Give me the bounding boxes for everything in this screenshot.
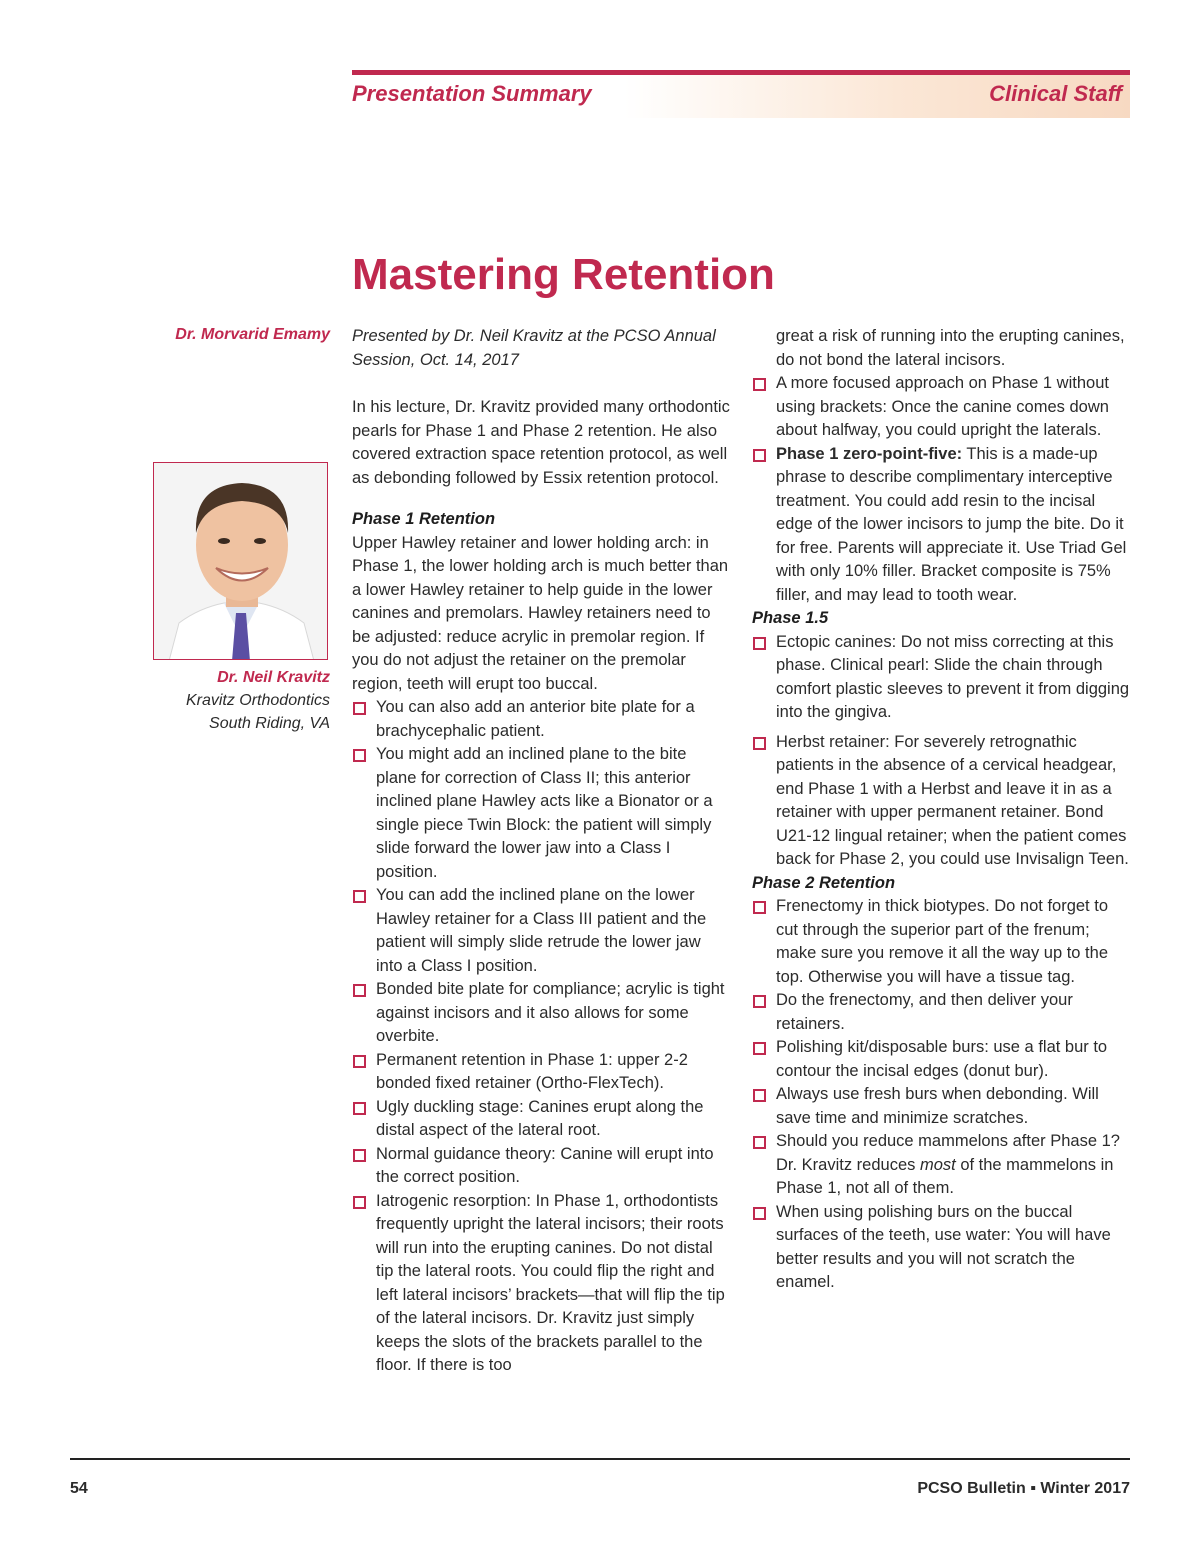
list-item: Always use fresh burs when debonding. Will save time and minimize scratches. xyxy=(752,1083,1130,1130)
presenter-location: South Riding, VA xyxy=(209,715,330,732)
list-item: Iatrogenic resorption: In Phase 1, orthodontists frequently upright the lateral incisors; their roots will run into the erupting canines. Do not distal tip the lateral roots. You could flip the right and left lateral incisors’ brackets—that will flip the tip of the lateral incisors. Dr. Kravitz just simply keeps the slots of the brackets parallel to the floor. If there is too xyxy=(352,1190,730,1378)
list-item: Ugly duckling stage: Canines erupt along the distal aspect of the lateral root. xyxy=(352,1096,730,1143)
list-item: When using polishing burs on the buccal surfaces of the teeth, use water: You will have better results and you will not scratch the enamel. xyxy=(752,1201,1130,1295)
page-number: 54 xyxy=(70,1480,88,1497)
mammelons-text-b: of the mammelons in Phase 1, not all of them. xyxy=(776,1155,1114,1197)
category-label: Clinical Staff xyxy=(989,81,1122,106)
phase1-paragraph: Upper Hawley retainer and lower holding arch: in Phase 1, the lower holding arch is much better than a lower Hawley retainer to help guide in the lower canines and premolars. Hawley retainers need to be adjusted: reduce acrylic in premolar region. If you do not adjust the retainer on the premolar region, teeth will erupt too buccal. xyxy=(352,533,729,693)
publication-info: PCSO Bulletin ▪ Winter 2017 xyxy=(917,1480,1130,1497)
bullet-continuation: great a risk of running into the erupting canines, do not bond the lateral incisors. xyxy=(776,327,1125,369)
phase2-heading: Phase 2 Retention xyxy=(752,873,896,892)
article-column-1 xyxy=(352,325,730,1378)
phase1-bullet-list-continued xyxy=(752,372,1130,607)
list-item: Permanent retention in Phase 1: upper 2-2 bonded fixed retainer (Ortho-FlexTech). xyxy=(352,1049,730,1096)
list-item: Ectopic canines: Do not miss correcting at this phase. Clinical pearl: Slide the chain through comfort plastic sleeves to prevent it from digging into the gingiva. xyxy=(752,631,1130,725)
list-item: You can add the inclined plane on the lower Hawley retainer for a Class III patient and the patient will simply slide retrude the lower jaw into a Class I position. xyxy=(352,884,730,978)
footer-divider xyxy=(70,1458,1130,1460)
phase1-heading: Phase 1 Retention xyxy=(352,510,496,528)
list-item: Frenectomy in thick biotypes. Do not forget to cut through the superior part of the frenum; make sure you remove it all the way up to the top. Otherwise you will have a tissue tag. xyxy=(752,895,1130,989)
article-column-2 xyxy=(752,325,1130,1295)
article-author: Dr. Morvarid Emamy xyxy=(175,326,330,343)
mammelons-emphasis: most xyxy=(919,1155,956,1174)
presenter-portrait-image xyxy=(154,463,328,660)
zero-point-five-label: Phase 1 zero-point-five: xyxy=(776,444,963,463)
mammelons-text-a: Should you reduce mammelons after Phase 1? Dr. Kravitz reduces xyxy=(776,1132,1120,1174)
presented-by: Presented by Dr. Neil Kravitz at the PCSO Annual Session, Oct. 14, 2017 xyxy=(352,327,716,369)
presenter-info xyxy=(60,666,330,735)
presenter-practice: Kravitz Orthodontics xyxy=(185,692,330,709)
list-item: Do the frenectomy, and then deliver your retainers. xyxy=(752,989,1130,1036)
list-item: You might add an inclined plane to the bite plane for correction of Class II; this anterior inclined plane Hawley acts like a Bionator or a single piece Twin Block: the patient will simply slide forward the lower jaw into a Class I position. xyxy=(352,743,730,884)
list-item xyxy=(752,443,1130,608)
section-header-band xyxy=(352,70,1130,118)
list-item: Bonded bite plate for compliance; acrylic is tight against incisors and it also allows for some overbite. xyxy=(352,978,730,1049)
phase1-bullet-list xyxy=(352,696,730,1378)
phase15-bullet-list xyxy=(752,631,1130,872)
zero-point-five-text: This is a made-up phrase to describe complimentary interceptive treatment. You could add resin to the incisal edge of the lower incisors to jump the bite. Do it for free. Parents will appreciate it. Use Triad Gel with only 10% filler. Bracket composite is 75% filler, and may lead to tooth wear. xyxy=(776,444,1127,604)
phase2-bullet-list xyxy=(752,895,1130,1295)
list-item: A more focused approach on Phase 1 without using brackets: Once the canine comes down about halfway, you could upright the laterals. xyxy=(752,372,1130,443)
phase15-heading: Phase 1.5 xyxy=(752,609,829,627)
presenter-name: Dr. Neil Kravitz xyxy=(217,669,330,686)
list-item: Herbst retainer: For severely retrognathic patients in the absence of a cervical headgear, end Phase 1 with a Herbst and leave it in as a retainer with upper permanent retainer. Bond U21-12 lingual retainer; when the patient comes back for Phase 2, you could use Invisalign Teen. xyxy=(752,731,1130,872)
article-title: Mastering Retention xyxy=(352,250,775,299)
intro-paragraph: In his lecture, Dr. Kravitz provided many orthodontic pearls for Phase 1 and Phase 2 retention. He also covered extraction space retention protocol, as well as debonding followed by Essix retention protocol. xyxy=(352,398,730,487)
section-label: Presentation Summary xyxy=(352,81,592,106)
list-item: Normal guidance theory: Canine will erupt into the correct position. xyxy=(352,1143,730,1190)
presenter-photo xyxy=(153,462,328,660)
list-item: You can also add an anterior bite plate for a brachycephalic patient. xyxy=(352,696,730,743)
list-item xyxy=(752,1130,1130,1201)
list-item: Polishing kit/disposable burs: use a flat bur to contour the incisal edges (donut bur). xyxy=(752,1036,1130,1083)
